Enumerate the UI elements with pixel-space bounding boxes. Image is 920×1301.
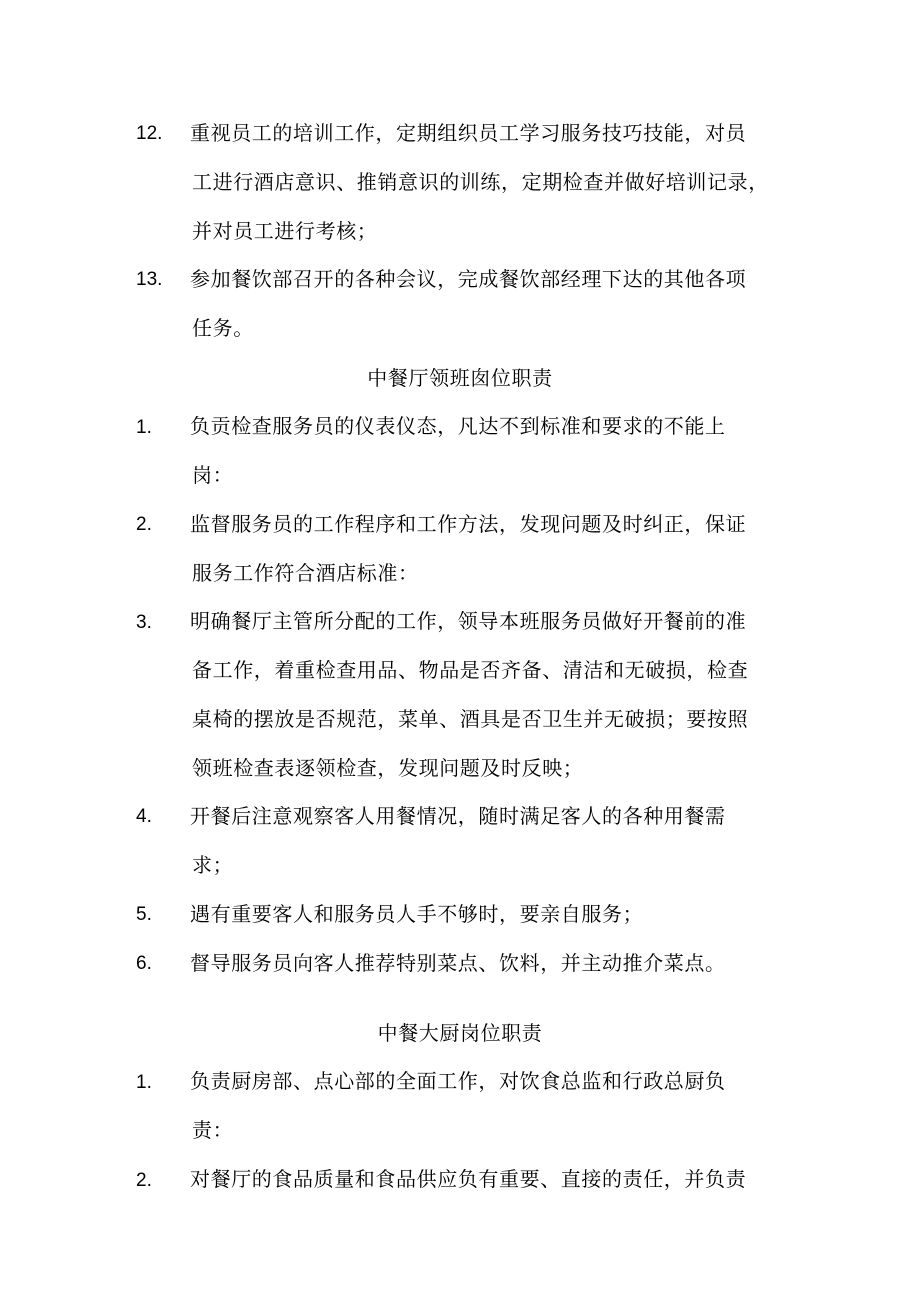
item-text-line: 监督服务员的工作程序和工作方法，发现问题及时纠正，保证 [190,512,747,536]
item-text-line: 备工作，着重检查用品、物品是否齐备、清洁和无破损，检查 [192,658,749,682]
item-text-line: 负责厨房部、点心部的全面工作，对饮食总监和行政总厨负 [190,1069,726,1093]
item-text-line: 桌椅的摆放是否规范，菜单、酒具是否卫生并无破损；要按照 [192,707,749,731]
item-text-line: 参加餐饮部召开的各种会议，完成餐饮部经理下达的其他各项 [190,267,747,291]
item-text-line: 任务。 [192,316,254,340]
item-text-line: 督导服务员向客人推荐特别菜点、饮料，并主动推介菜点。 [190,951,726,975]
item-text-line: 岗： [192,463,234,487]
item-number: 4. [136,806,152,827]
item-number: 6. [136,953,152,974]
item-number: 1. [136,417,152,438]
item-number: 3. [136,612,152,633]
item-text-line: 求； [192,853,234,877]
item-text-line: 责： [192,1118,234,1142]
item-text-line: 明确餐厅主管所分配的工作，领导本班服务员做好开餐前的准 [190,609,747,633]
item-text-line: 领班检查表逐领检查，发现问题及时反映； [192,756,584,780]
item-number: 1. [136,1072,152,1093]
section-heading: 中餐厅领班囱位职责 [367,366,553,390]
item-text-line: 重视员工的培训工作，定期组织员工学习服务技巧技能，对员 [190,121,747,145]
item-text-line: 负贡检查服务员的仪表仪态，凡达不到标准和要求的不能上 [190,414,726,438]
item-text-line: 对餐厅的食品质量和食品供应负有重要、直接的责任，并负责 [190,1167,747,1191]
section-heading: 中餐大厨岗位职责 [377,1021,543,1045]
item-number: 13. [136,269,163,290]
item-text-line: 开餐后注意观察客人用餐情况，随时满足客人的各种用餐需 [190,804,726,828]
item-text-line: 遇有重要客人和服务员人手不够时，要亲自服务； [190,902,644,926]
item-number: 12. [136,123,163,144]
item-text-line: 服务工作符合酒店标准： [192,561,419,585]
item-text-line: 并对员工进行考核； [192,219,378,243]
item-number: 2. [136,1170,152,1191]
item-number: 5. [136,904,152,925]
item-text-line: 工进行酒店意识、推销意识的训练，定期检查并做好培训记录， [192,170,769,194]
item-number: 2. [136,514,152,535]
